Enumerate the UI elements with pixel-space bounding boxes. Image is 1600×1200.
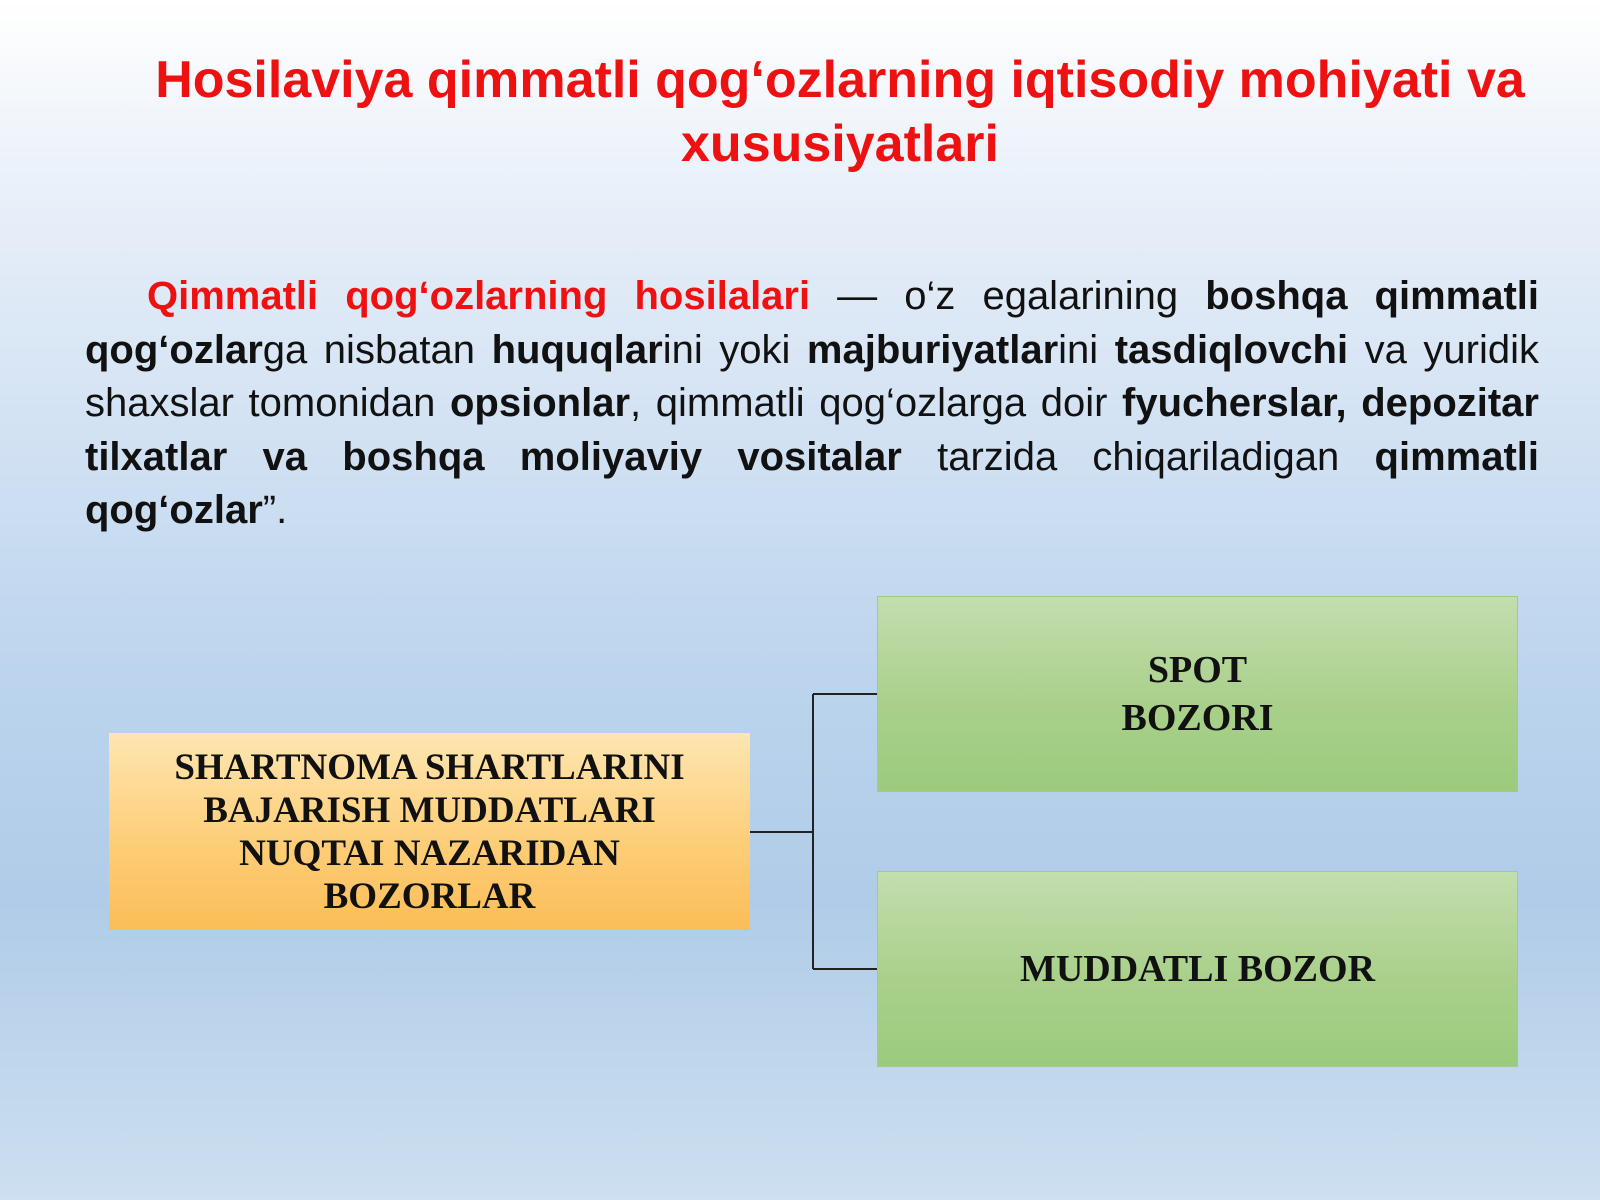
definition-text-4: ini bbox=[1058, 327, 1115, 372]
definition-text-3: ini yoki bbox=[662, 327, 807, 372]
definition-text-7: tarzida chiqariladigan bbox=[901, 434, 1375, 479]
definition-bold-6: fyucherslar, depozitar tilxatlar va boshqa moliyaviy vositalar bbox=[85, 381, 1539, 479]
root-box bbox=[109, 733, 750, 930]
definition-text-8: ”. bbox=[262, 488, 288, 532]
spot-market-label: SPOT BOZORI bbox=[1121, 649, 1274, 739]
definition-term: Qimmatli qog‘ozlarning hosilalari bbox=[147, 274, 811, 318]
slide-title: Hosilaviya qimmatli qog‘ozlarning iqtisodiy mohiyati va xususiyatlari bbox=[155, 51, 1525, 173]
definition-bold-1: boshqa qimmatli qog‘ozlar bbox=[85, 274, 1540, 372]
definition-bold-5: opsionlar bbox=[449, 381, 631, 425]
spot-market-box bbox=[877, 596, 1518, 792]
definition-text-5: va yuridik shaxslar tomonidan bbox=[85, 327, 1540, 425]
futures-market-box bbox=[877, 871, 1518, 1067]
definition-bold-3: majburiyatlar bbox=[806, 327, 1059, 372]
definition-bold-2: huquqlar bbox=[491, 327, 663, 372]
futures-market-label: MUDDATLI BOZOR bbox=[1019, 948, 1376, 990]
definition-text-6: , qimmatli qog‘ozlarga doir bbox=[630, 381, 1123, 425]
root-box-label: SHARTNOMA SHARTLARINI BAJARISH MUDDATLARI NUQTAI NAZARIDAN BOZORLAR bbox=[174, 746, 685, 917]
definition-text-1: — o‘z egalarining bbox=[810, 274, 1206, 318]
definition-text-2: ga nisbatan bbox=[262, 327, 492, 372]
definition-bold-4: tasdiqlovchi bbox=[1114, 327, 1349, 372]
definition-bold-7: qimmatli qog‘ozlar bbox=[85, 434, 1540, 532]
